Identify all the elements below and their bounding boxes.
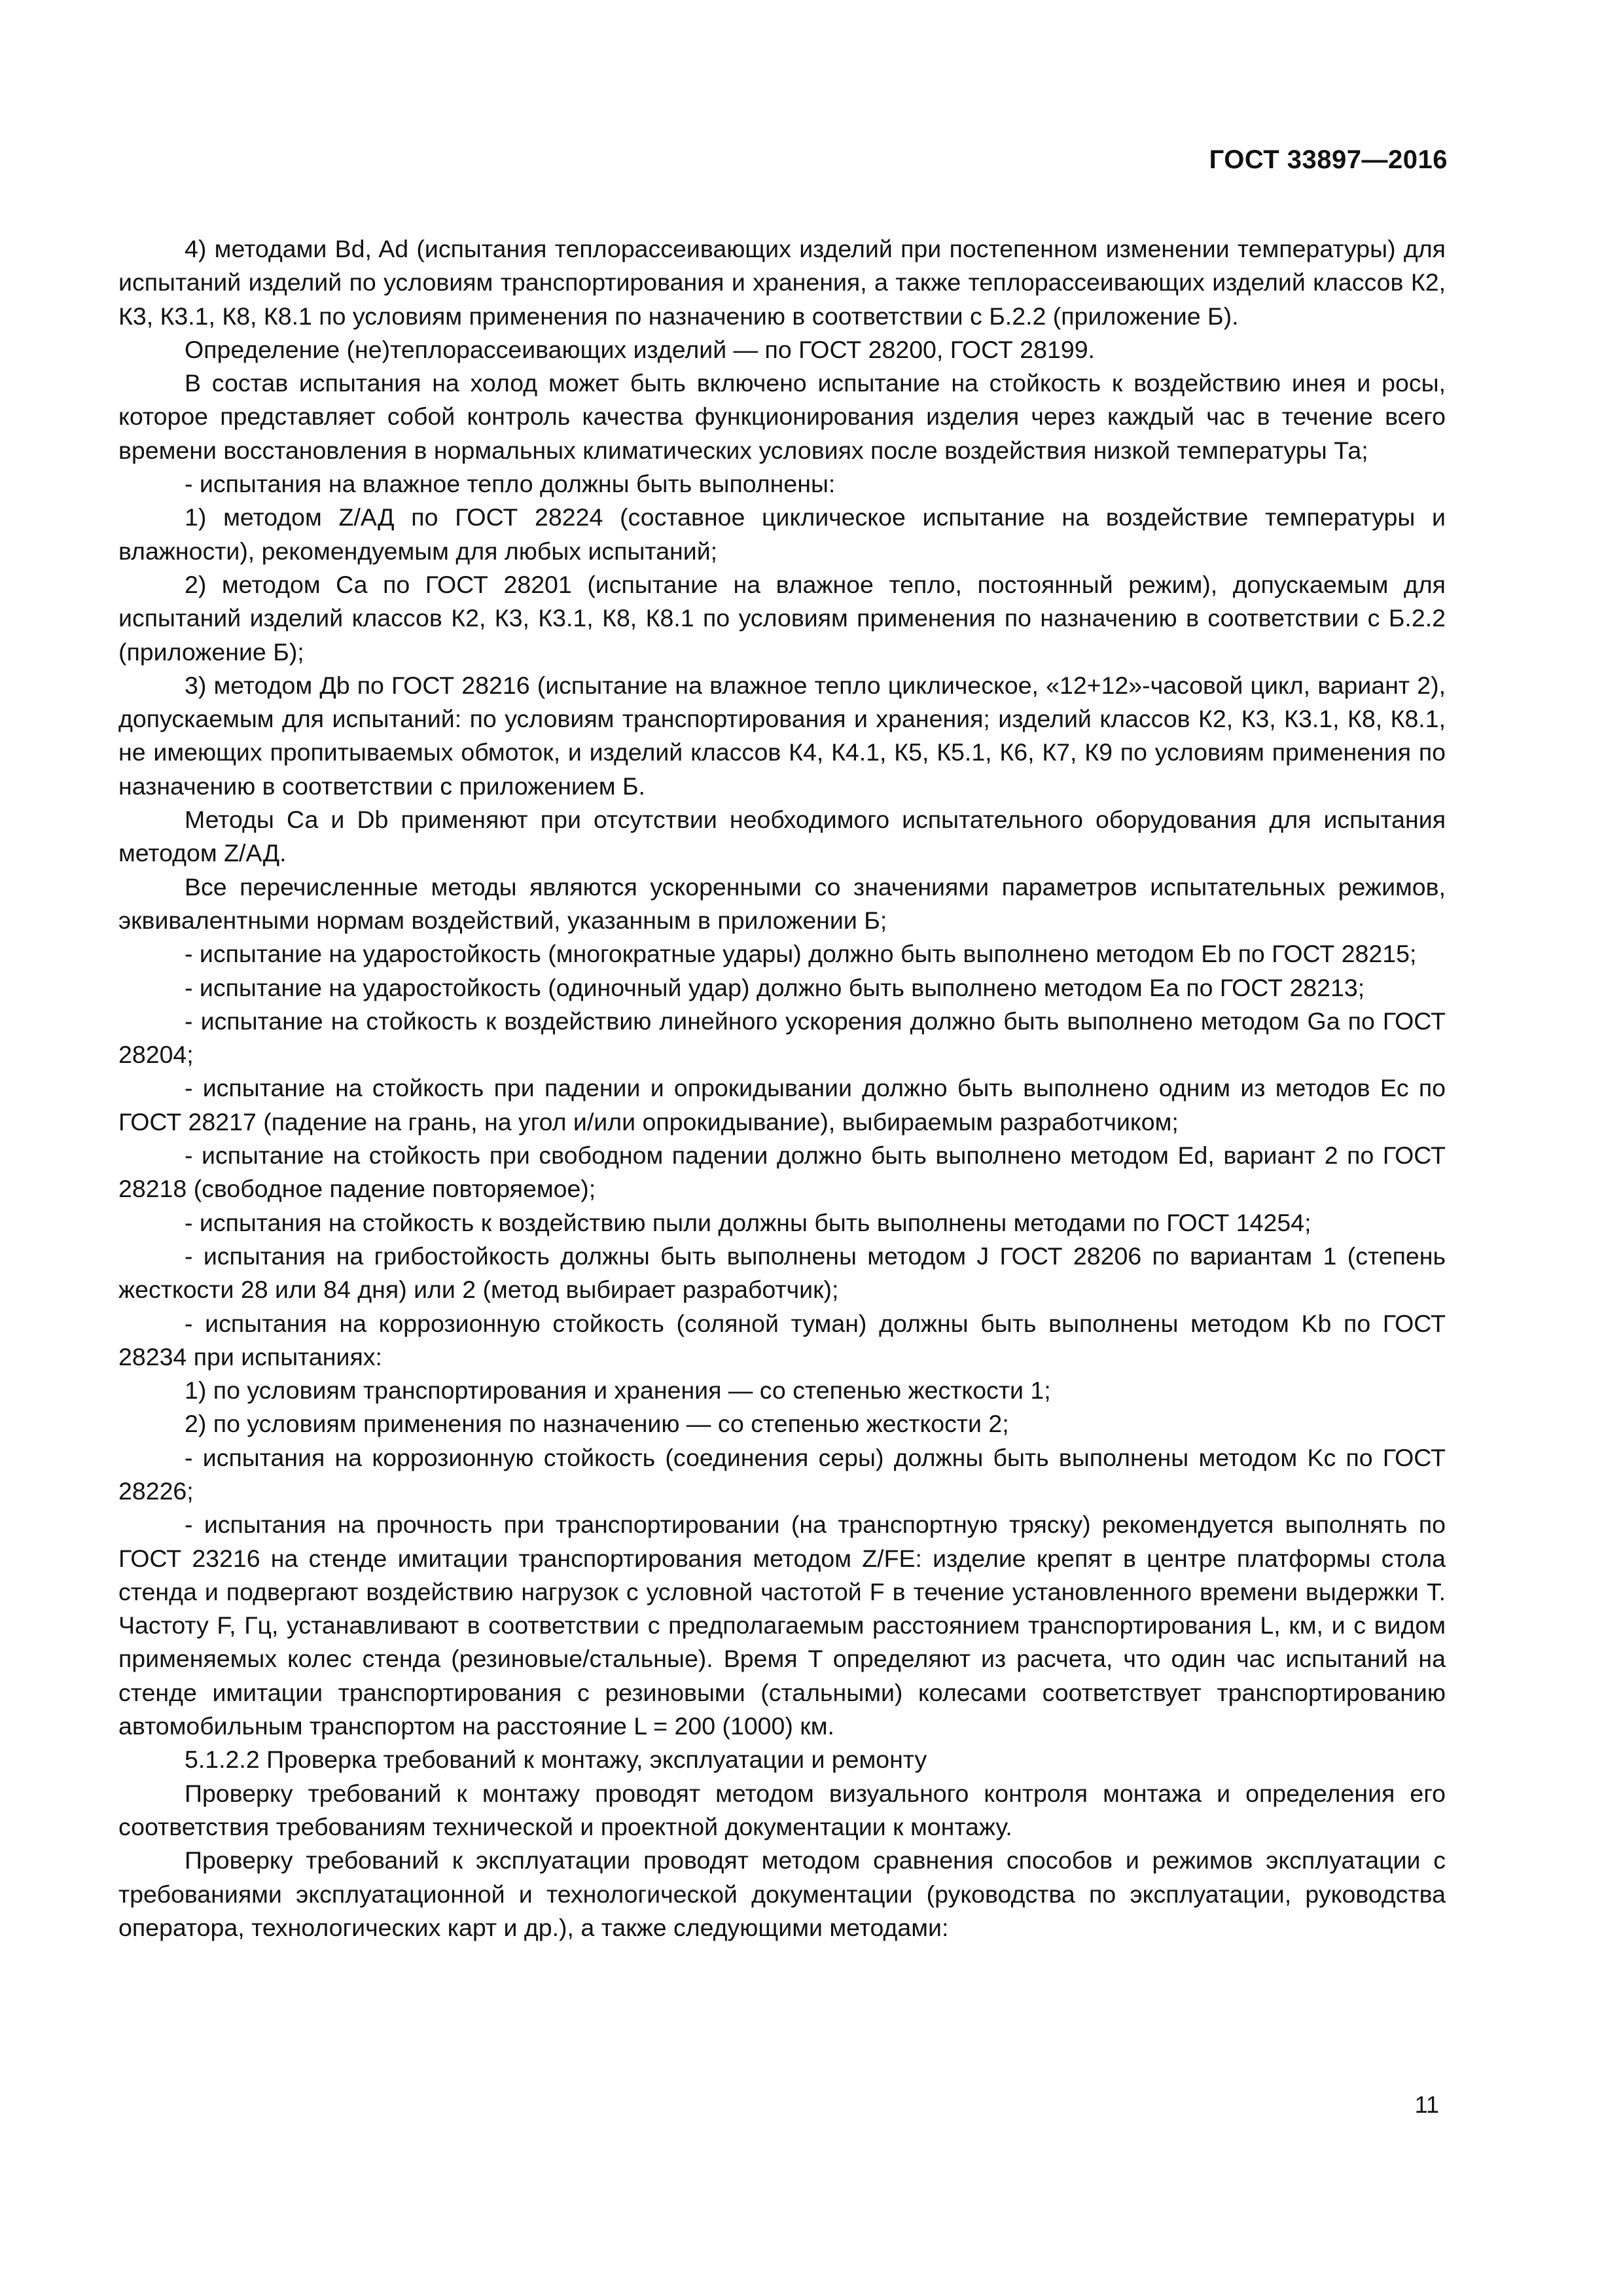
paragraph: - испытание на ударостойкость (многократные удары) должно быть выполнено методом Eb по ГОСТ 28215; xyxy=(185,940,1417,968)
paragraph: 1) по условиям транспортирования и хранения — со степенью жесткости 1; xyxy=(185,1376,1051,1405)
paragraph: 3) методом Дb по ГОСТ 28216 (испытание на влажное тепло циклическое, «12+12»-часовой цикл, вариант 2), допускаемым для испытаний: по условиям транспортирования и хранения; изделий классов К2, К3, К3.1, К8, К8.1, не имеющих пропитываемых обмоток, и изделий классов К4, К4.1, К5, К5.1, К6, К7, К9 по условиям применения по назначению в соответствии с приложением Б. xyxy=(118,671,1446,800)
paragraph: - испытание на стойкость при падении и опрокидывании должно быть выполнено одним из методов Ec по ГОСТ 28217 (падение на грань, на угол и/или опрокидывание), выбираемым разработчиком; xyxy=(118,1074,1446,1136)
paragraph: Все перечисленные методы являются ускоренными со значениями параметров испытательных режимов, эквивалентными нормам воздействий, указанным в приложении Б; xyxy=(118,872,1446,934)
document-body xyxy=(118,232,1446,1945)
paragraph: Проверку требований к монтажу проводят методом визуального контроля монтажа и определения его соответствия требованиям технической и проектной документации к монтажу. xyxy=(118,1779,1446,1840)
paragraph: - испытание на стойкость к воздействию линейного ускорения должно быть выполнено методом Ga по ГОСТ 28204; xyxy=(118,1007,1446,1069)
section-heading: 5.1.2.2 Проверка требований к монтажу, эксплуатации и ремонту xyxy=(185,1746,927,1774)
paragraph: 2) методом Са по ГОСТ 28201 (испытание на влажное тепло, постоянный режим), допускаемым для испытаний изделий классов К2, К3, К3.1, К8, К8.1 по условиям применения по назначению в соответствии с Б.2.2 (приложение Б); xyxy=(118,570,1446,666)
paragraph: В состав испытания на холод может быть включено испытание на стойкость к воздействию инея и росы, которое представляет собой контроль качества функционирования изделия через каждый час в течение всего времени восстановления в нормальных климатических условиях после воздействия низкой температуры Та; xyxy=(118,369,1446,464)
paragraph: - испытания на стойкость к воздействию пыли должны быть выполнены методами по ГОСТ 14254; xyxy=(185,1208,1311,1236)
paragraph: Определение (не)теплорассеивающих изделий — по ГОСТ 28200, ГОСТ 28199. xyxy=(185,335,1095,363)
paragraph: - испытания на грибостойкость должны быть выполнены методом J ГОСТ 28206 по вариантам 1 (степень жесткости 28 или 84 дня) или 2 (метод выбирает разработчик); xyxy=(118,1242,1446,1304)
document-header: ГОСТ 33897—2016 xyxy=(1209,145,1448,174)
paragraph: - испытание на стойкость при свободном падении должно быть выполнено методом Ed, вариант 2 по ГОСТ 28218 (свободное падение повторяемое); xyxy=(118,1141,1446,1203)
paragraph: 4) методами Bd, Ad (испытания теплорассеивающих изделий при постепенном изменении температуры) для испытаний изделий по условиям транспортирования и хранения, а также теплорассеивающих изделий классов К2, К3, К3.1, К8, К8.1 по условиям применения по назначению в соответствии с Б.2.2 (приложение Б). xyxy=(118,235,1446,330)
paragraph: 2) по условиям применения по назначению — со степенью жесткости 2; xyxy=(185,1410,1009,1438)
paragraph: - испытания на коррозионную стойкость (соединения серы) должны быть выполнены методом Kc по ГОСТ 28226; xyxy=(118,1443,1446,1505)
page-number: 11 xyxy=(1414,2091,1439,2118)
paragraph: 1) методом Z/АД по ГОСТ 28224 (составное циклическое испытание на воздействие температуры и влажности), рекомендуемым для любых испытаний; xyxy=(118,503,1446,565)
paragraph: - испытание на ударостойкость (одиночный удар) должно быть выполнено методом Ea по ГОСТ 28213; xyxy=(185,973,1365,1001)
paragraph: Проверку требований к эксплуатации проводят методом сравнения способов и режимов эксплуатации с требованиями эксплуатационной и технологической документации (руководства по эксплуатации, руководства оператора, технологических карт и др.), а также следующими методами: xyxy=(118,1846,1446,1941)
paragraph: - испытания на прочность при транспортировании (на транспортную тряску) рекомендуется выполнять по ГОСТ 23216 на стенде имитации транспортирования методом Z/FE: изделие крепят в центре платформы стола стенда и подвергают воздействию нагрузок с условной частотой F в течение установленного времени выдержки T. Частоту F, Гц, устанавливают в соответствии с предполагаемым расстоянием транспортирования L, км, и с видом применяемых колес стенда (резиновые/стальные). Время T определяют из расчета, что один час испытаний на стенде имитации транспортирования с резиновыми (стальными) колесами соответствует транспортированию автомобильным транспортом на расстояние L = 200 (1000) км. xyxy=(118,1511,1446,1740)
paragraph: - испытания на влажное тепло должны быть выполнены: xyxy=(185,470,836,498)
paragraph: - испытания на коррозионную стойкость (соляной туман) должны быть выполнены методом Kb по ГОСТ 28234 при испытаниях: xyxy=(118,1309,1446,1371)
paragraph: Методы Са и Db применяют при отсутствии необходимого испытательного оборудования для испытания методом Z/АД. xyxy=(118,806,1446,867)
